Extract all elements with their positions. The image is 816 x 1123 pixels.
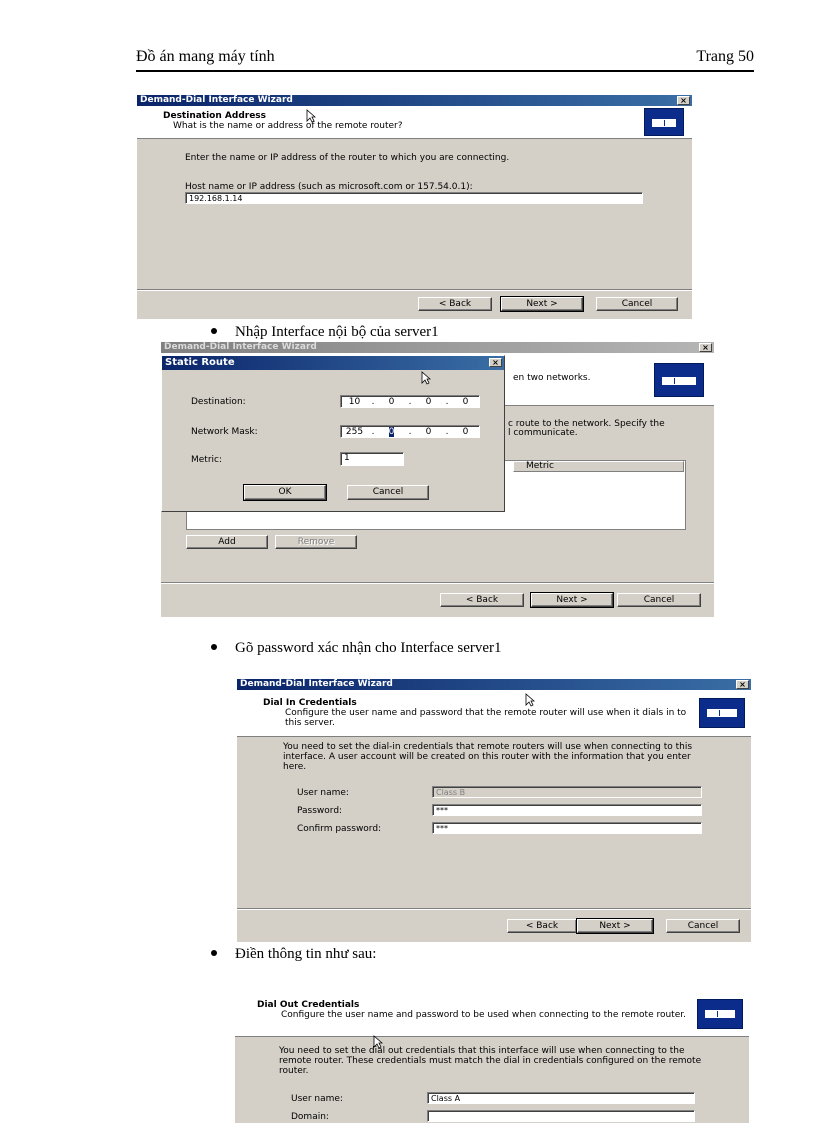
close-icon[interactable]: × [489,358,502,367]
separator [237,908,751,910]
wizard-heading: Destination Address [163,111,267,121]
bullet-icon [211,644,217,650]
instruction-text: c route to the network. Specify the [508,419,665,429]
back-button[interactable]: < Back [440,593,524,607]
back-button[interactable]: < Back [418,297,492,311]
username-label: User name: [291,1094,343,1104]
remove-button[interactable]: Remove [275,535,357,549]
host-label: Host name or IP address (such as microsoft.com or 157.54.0.1): [185,182,473,192]
dial-out-credentials-wizard [235,993,749,1123]
network-cards-icon [644,108,684,136]
wizard-subheading: What is the name or address of the remote router? [173,121,403,131]
wizard-titlebar [161,342,714,353]
mouse-cursor-icon [421,371,431,385]
instruction-text: You need to set the dial out credentials that this interface will use when connecting to the remote router. These credentials must match the dial in credentials configured on the remote router. [279,1046,702,1076]
ok-button[interactable]: OK [244,485,326,500]
bullet-icon [211,328,217,334]
bullet-icon [211,950,217,956]
dial-in-credentials-wizard [237,679,751,942]
close-icon[interactable]: × [736,680,749,689]
metric-column-label: Metric [526,461,554,471]
ip-octet: 0 [388,397,395,407]
wizard-heading: Dial Out Credentials [257,1000,360,1010]
wizard-subheading: en two networks. [513,373,591,383]
confirm-password-label: Confirm password: [297,824,382,834]
host-input[interactable]: 192.168.1.14 [185,192,643,204]
cancel-button[interactable]: Cancel [617,593,701,607]
bullet-item [211,946,376,963]
ip-octet: 255 [345,427,364,437]
metric-input[interactable]: 1 [340,452,404,466]
ip-octet: 10 [348,397,361,407]
dialog-titlebar [162,356,504,370]
bullet-text: Nhập Interface nội bộ của server1 [235,324,439,340]
domain-input[interactable] [427,1110,695,1122]
dialog-cancel-button[interactable]: Cancel [347,485,429,500]
ip-octet-selected [378,426,405,437]
password-label: Password: [297,806,343,816]
destination-address-wizard [137,95,692,319]
domain-label: Domain: [291,1112,329,1122]
password-input[interactable]: *** [432,804,702,816]
static-route-dialog [161,355,505,512]
bullet-text: Gõ password xác nhận cho Interface server1 [235,640,502,656]
network-mask-label: Network Mask: [191,427,258,437]
wizard-header [235,993,749,1037]
mouse-cursor-icon [306,109,316,123]
instruction-text: Enter the name or IP address of the router to which you are connecting. [185,153,510,163]
bullet-text: Điền thông tin như sau: [235,946,377,962]
back-button[interactable]: < Back [507,919,577,933]
bullet-item [211,324,439,341]
wizard-titlebar [237,679,751,690]
dialog-title: Static Route [165,357,235,368]
ip-octet: 0 [425,427,432,437]
username-input[interactable]: Class B [432,786,702,798]
cancel-button[interactable]: Cancel [666,919,740,933]
ip-octet: 0 [462,397,469,407]
static-routes-wizard [161,342,714,617]
metric-column-header[interactable] [513,461,684,472]
network-mask-input[interactable]: 255 . 0 . 0 . 0 [340,425,480,438]
wizard-subheading: Configure the user name and password to be used when connecting to the remote router. [281,1010,686,1020]
selected-text: 0 [388,427,395,437]
close-icon[interactable]: × [677,96,690,105]
wizard-heading: Dial In Credentials [263,698,357,708]
ip-octet: 0 [425,397,432,407]
wizard-header [237,690,751,737]
wizard-titlebar [137,95,692,106]
bullet-item [211,640,502,657]
instruction-text: l communicate. [508,428,578,438]
page-header-title: Đồ án mang máy tính [136,48,275,65]
destination-ip-input[interactable]: 10 . 0 . 0 . 0 [340,395,480,408]
wizard-title: Demand-Dial Interface Wizard [240,679,393,689]
wizard-header [137,106,692,139]
separator [137,289,692,291]
metric-label: Metric: [191,455,223,465]
destination-label: Destination: [191,397,246,407]
mouse-cursor-icon [525,693,535,707]
page-number: Trang 50 [696,48,754,65]
network-cards-icon [699,698,745,728]
wizard-subheading: Configure the user name and password that the remote router will use when it dials in to this server. [285,708,687,728]
close-icon[interactable]: × [699,343,712,352]
header-rule [136,70,754,72]
network-cards-icon [654,363,704,397]
next-button[interactable]: Next > [577,919,653,933]
separator [161,582,714,584]
cancel-button[interactable]: Cancel [596,297,678,311]
ip-octet: 0 [462,427,469,437]
wizard-title: Demand-Dial Interface Wizard [140,95,293,105]
wizard-title: Demand-Dial Interface Wizard [164,342,317,352]
add-button[interactable]: Add [186,535,268,549]
username-label: User name: [297,788,349,798]
confirm-password-input[interactable]: *** [432,822,702,834]
next-button[interactable]: Next > [531,593,613,607]
network-cards-icon [697,999,743,1029]
next-button[interactable]: Next > [501,297,583,311]
username-input[interactable]: Class A [427,1092,695,1104]
instruction-text: You need to set the dial-in credentials that remote routers will use when connecting to this interface. A user account will be created on this router with the information that you enter here. [283,742,693,772]
